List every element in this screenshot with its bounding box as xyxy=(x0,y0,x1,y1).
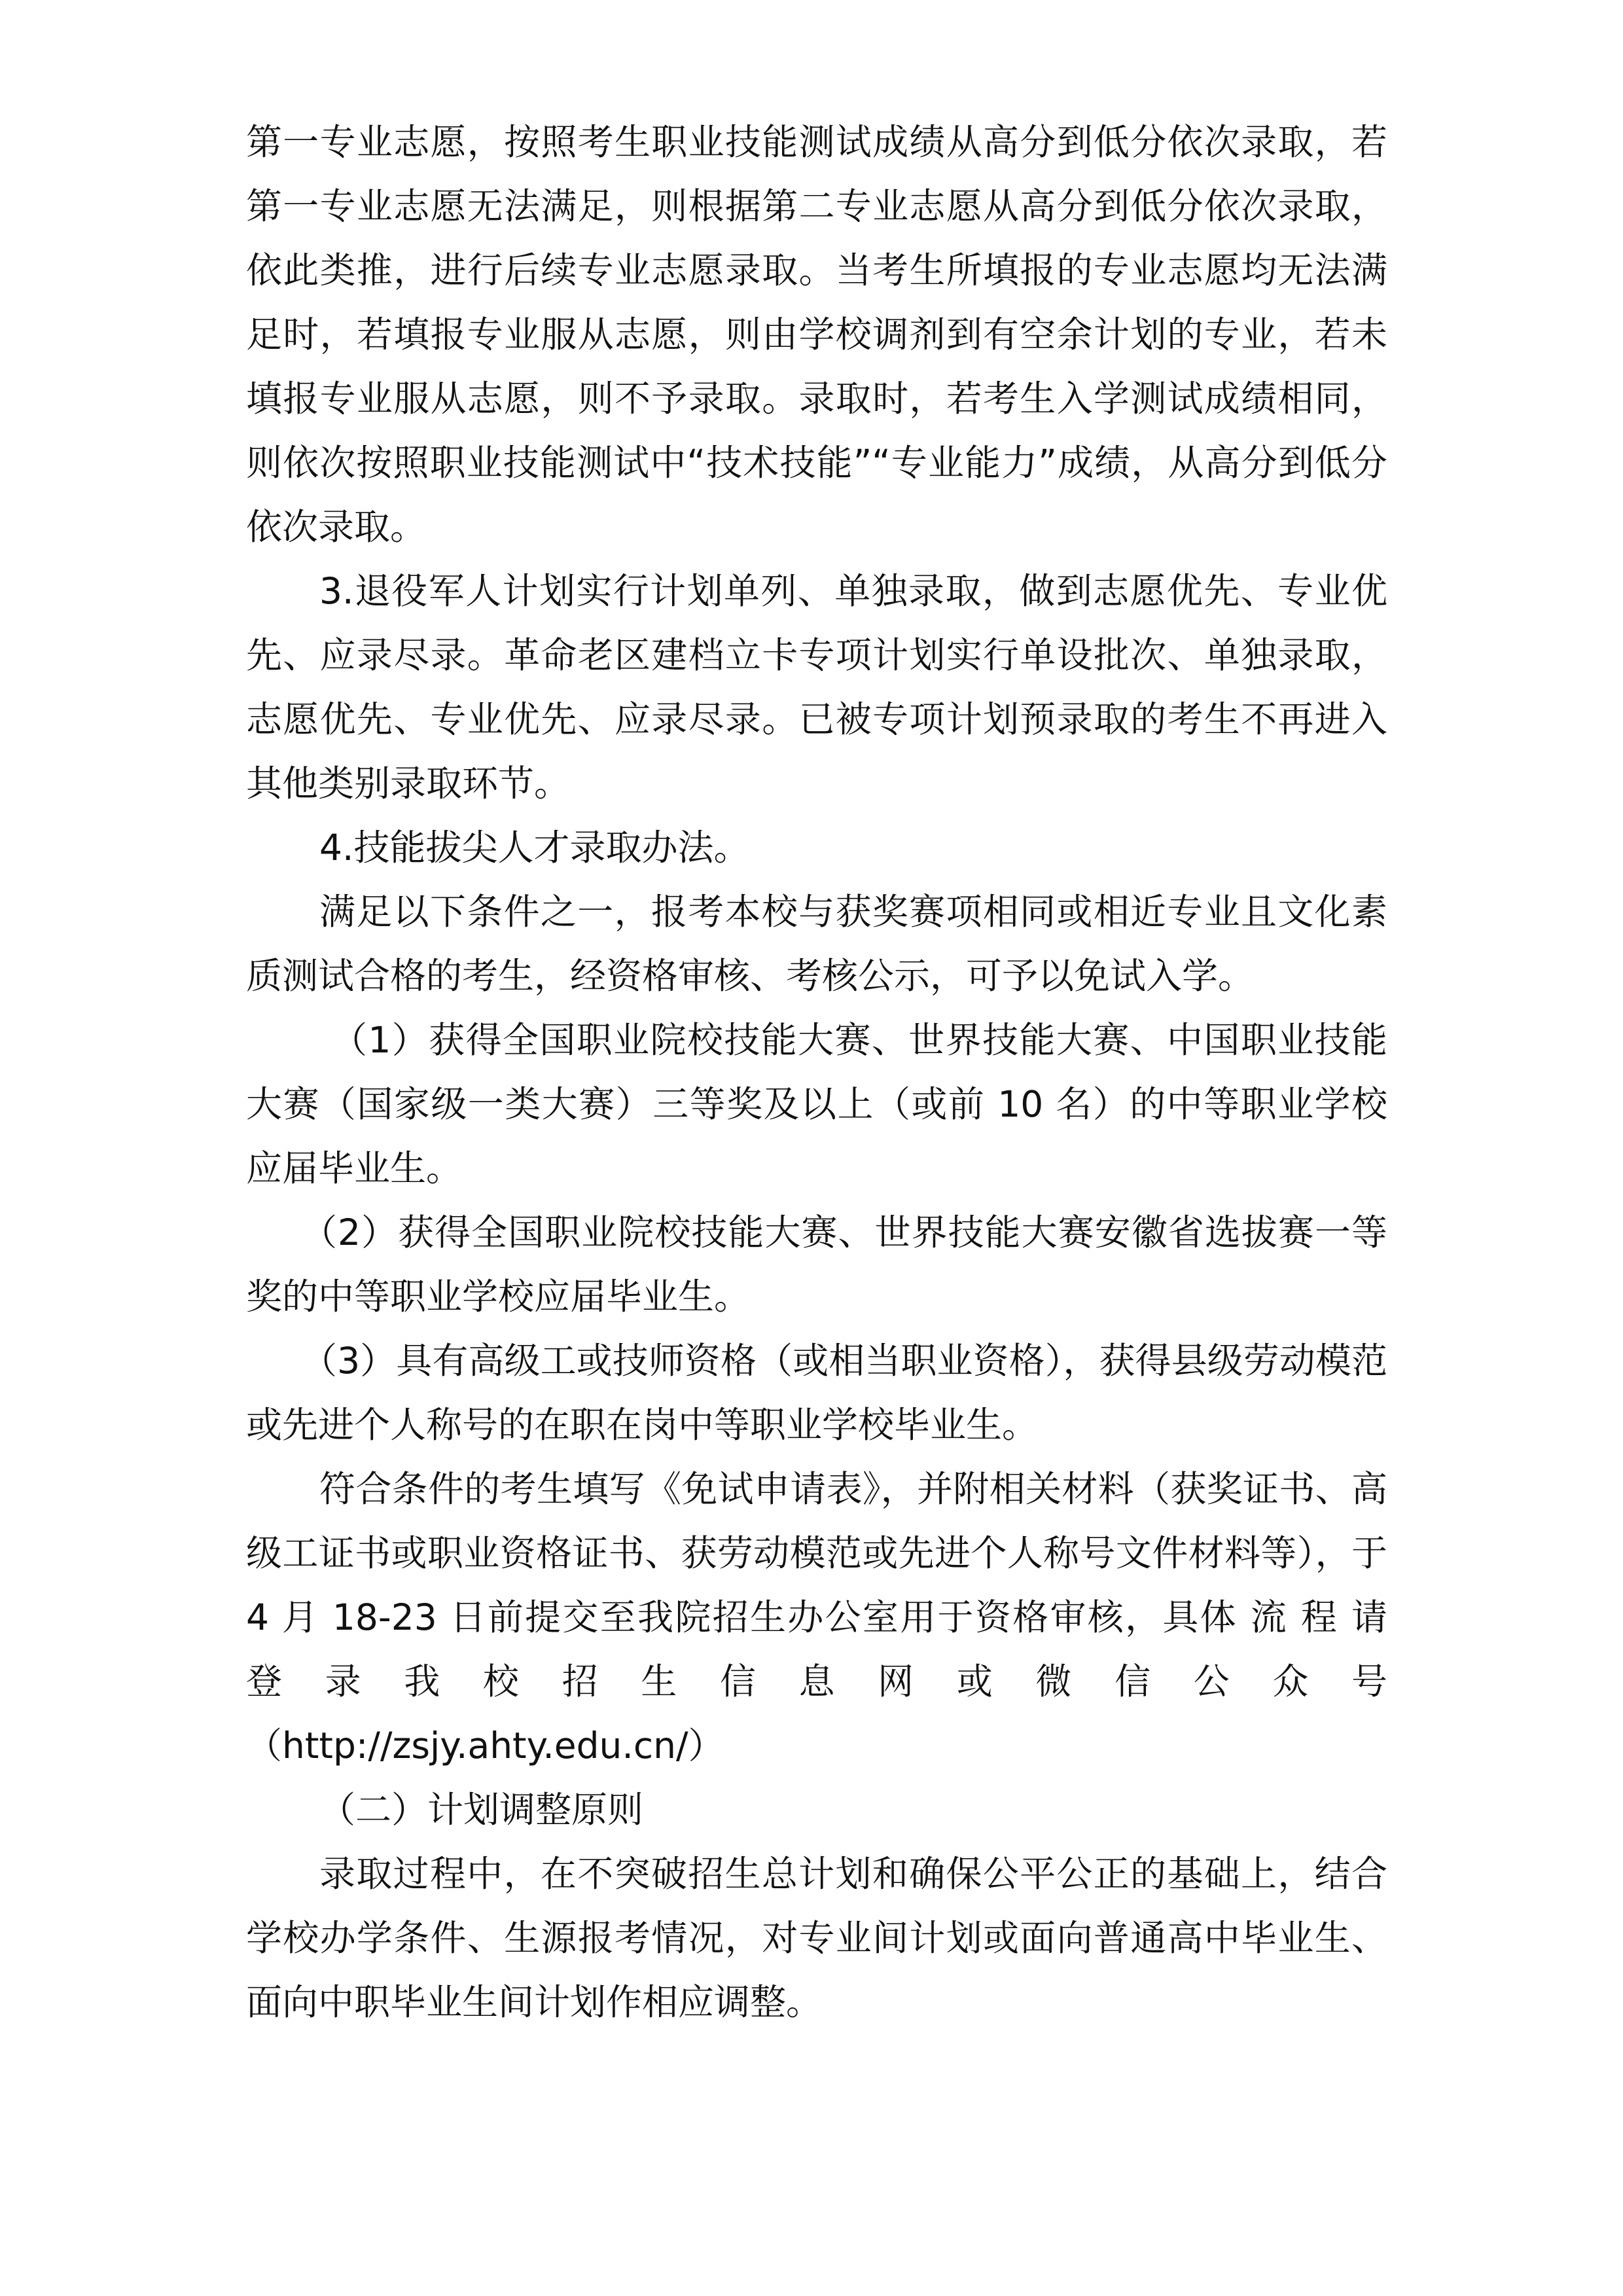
section-heading-plan-adjustment: （二）计划调整原则 xyxy=(319,1789,644,1831)
paragraph-top-talent-heading: 4.技能拔尖人才录取办法。 xyxy=(319,827,750,869)
paragraph-admission-order: 第一专业志愿，按照考生职业技能测试成绩从高分到低分依次录取，若第一专业志愿无法满足，则根据第二专业志愿从高分到低分依次录取，依此类推，进行后续专业志愿录取。当考生所填报的专业志愿均无法满足时，若填报专业服从志愿，则由学校调剂到有空余计划的专业，若未填报专业服从志愿，则不予录取。录取时，若考生入学测试成绩相同，则依次按照职业技能测试中“技术技能”“专业能力”成绩，从高分到低分依次录取。 xyxy=(246,121,1387,548)
paragraph-condition-3: （3）具有高级工或技师资格（或相当职业资格），获得县级劳动模范或先进个人称号的在职在岗中等职业学校毕业生。 xyxy=(246,1340,1387,1446)
paragraph-application-procedure: 符合条件的考生填写《免试申请表》，并附相关材料（获奖证书、高级工证书或职业资格证书、获劳动模范或先进个人称号文件材料等），于 4 月 18-23 日前提交至我院招生办公室用于资格审核，具体 流 程 请 登 录 我 校 招 生 信 息 网 或 微 信 公 众 号 xyxy=(246,1468,1387,1702)
paragraph-conditions-intro: 满足以下条件之一，报考本校与获奖赛项相同或相近专业且文化素质测试合格的考生，经资格审核、考核公示，可予以免试入学。 xyxy=(246,891,1387,997)
document-page xyxy=(246,110,1387,2034)
paragraph-veteran-plan: 3.退役军人计划实行计划单列、单独录取，做到志愿优先、专业优先、应录尽录。革命老区建档立卡专项计划实行单设批次、单独录取，志愿优先、专业优先、应录尽录。已被专项计划预录取的考生不再进入其他类别录取环节。 xyxy=(246,570,1387,804)
paragraph-condition-1: （1）获得全国职业院校技能大赛、世界技能大赛、中国职业技能大赛（国家级一类大赛）三等奖及以上（或前 10 名）的中等职业学校应届毕业生。 xyxy=(246,1019,1387,1189)
paragraph-website-link: （http://zsjy.ahty.edu.cn/） xyxy=(246,1725,724,1767)
paragraph-plan-adjustment: 录取过程中，在不突破招生总计划和确保公平公正的基础上，结合学校办学条件、生源报考情况，对专业间计划或面向普通高中毕业生、面向中职毕业生间计划作相应调整。 xyxy=(246,1853,1387,2023)
paragraph-condition-2: （2）获得全国职业院校技能大赛、世界技能大赛安徽省选拔赛一等奖的中等职业学校应届毕业生。 xyxy=(246,1211,1387,1318)
